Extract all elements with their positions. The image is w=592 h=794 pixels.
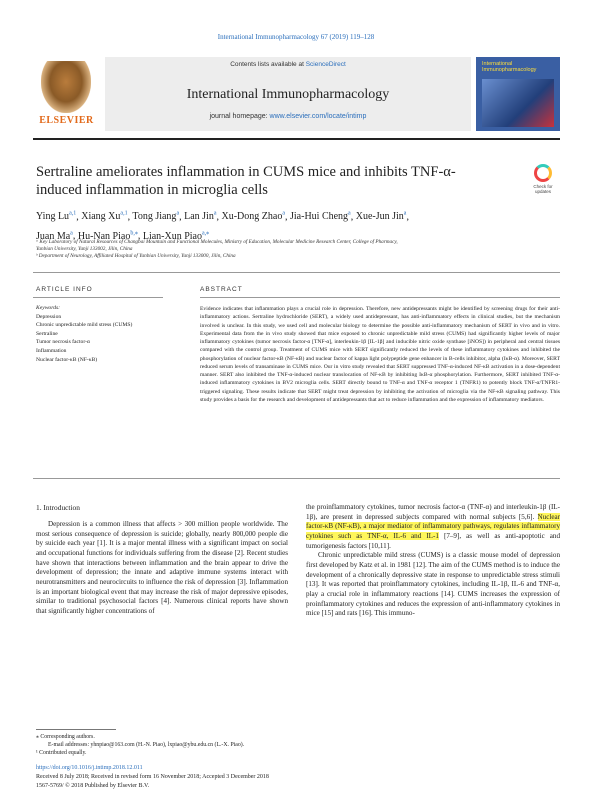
check-updates-label: Check for updates — [533, 184, 553, 194]
check-for-updates-badge[interactable] — [526, 164, 560, 198]
check-updates-icon — [534, 164, 552, 182]
intro-left-column — [36, 520, 288, 617]
author-name[interactable]: Tong Jiang$^a$ — [132, 211, 180, 223]
masthead — [33, 57, 560, 134]
received-dates: Received 8 July 2018; Received in revised form 16 November 2018; Accepted 3 December 2018 — [36, 774, 269, 780]
introduction-heading: 1. Introduction — [36, 503, 80, 512]
affiliation-b: ᵇ Department of Neurology, Affiliated Hospital of Yanbian University, Yanji 133000, Jilin, China — [36, 253, 236, 259]
author-name[interactable]: Lan Jin$^a$ — [184, 211, 217, 223]
intro-paragraph: Chronic unpredictable mild stress (CUMS) is a classic mouse model of depression first developed by Katz et al. in 1981 [12]. The aim of the CUMS method is to induce the development of a chronically depressive state in response to unpredictable stress stimuli [13]. It was reported that proinflammatory cytokines, including IL-1β, IL-6 and TNF-α, play a crucial role in inflammatory reactions [14]. CUMS increases the expression of proinflammatory cytokines and reduces the expression of anti-inflammatory cytokines in mice [15] and rats [16]. This immuno- — [306, 551, 560, 618]
cover-image — [482, 79, 554, 127]
journal-homepage: journal homepage: www.elsevier.com/locate/intimp — [209, 113, 367, 120]
copyright-line: 1567-5769/ © 2018 Published by Elsevier B.V. — [36, 783, 150, 789]
author-name[interactable]: Xu-Dong Zhao$^a$ — [221, 211, 285, 223]
homepage-link[interactable]: www.elsevier.com/locate/intimp — [269, 113, 367, 120]
author-affiliation-marker[interactable]: a,1 — [69, 211, 77, 217]
author-name[interactable]: Jia-Hui Cheng$^a$ — [290, 211, 351, 223]
elsevier-wordmark: ELSEVIER — [39, 115, 94, 126]
author-affiliation-marker[interactable]: a — [176, 211, 180, 217]
keyword: Tumor necrosis factor-α — [36, 339, 90, 346]
keywords-heading: Keywords: — [36, 305, 61, 311]
affiliation-a-cont: Yanbian University, Yanji 133002, Jilin, China — [36, 246, 133, 252]
cover-title: International Immunopharmacology — [482, 61, 537, 73]
keyword: Nuclear factor-κB (NF-κB) — [36, 356, 98, 363]
author-name[interactable]: Xiang Xu$^{a,1}$ — [81, 211, 128, 223]
divider — [33, 272, 560, 273]
keyword: Chronic unpredictable mild stress (CUMS) — [36, 322, 133, 329]
sciencedirect-link[interactable]: ScienceDirect — [305, 61, 346, 68]
author-affiliation-marker[interactable]: a — [348, 211, 351, 217]
author-affiliation-marker[interactable]: a — [213, 211, 217, 217]
corresponding-authors-note: ⁎ Corresponding authors. — [36, 734, 95, 740]
abstract-text: Evidence indicates that inflammation plays a crucial role in depression. Therefore, new antidepressants might be identified by screening drugs for their anti-inflammatory actions. Sertraline hydrochloride (SERT), a widely used antidepressant, has anti-inflammatory effects in clinical studies, but the mechanism involved is unclear. In this study, we used cell and molecular biology to determine the possible anti-inflammatory mechanism of SERT in vivo and in vitro. Experimental data from the in vivo study showed that mice exposed to chronic unpredictable mild stress (CUMS) had significantly higher levels of major inflammatory cytokines (tumor necrosis factor-α [TNF-α], interleukin-1β [IL-1β] and inducible nitric oxide synthase [iNOS]) in peripheral and central tissues compared with the control group. Treatment of CUMS mice with SERT significantly reduced the levels of these inflammatory cytokines and inhibited the phosphorylation of nuclear factor-κB (NF-κB) and nuclear factor of kappa light polypeptide gene enhancer in B-cells inhibitor, alpha (IκB-α). Moreover, SERT reduced serum levels of transaminase in CUMS mice. Our in vitro study revealed that SERT suppressed TNF-α-induced NF-κB activation in a dose-dependent manner. SERT also inhibited the TNF-α-induced nuclear translocation of NF-κB by inhibiting IκB-α phosphorylation. Furthermore, SERT inhibited TNF-α-induced inflammatory cytokines in BV2 microglia cells. SERT directly bound to TNF-α and TNF-α receptor 1 (TNFR1) to potently block TNF-α/TNFR1-triggered signaling. These results indicate that SERT might treat depression by inhibiting the activation of microglia via the NF-κB signaling pathway. This study provides a basis for the research and development of antidepressants that act to reduce inflammation and the expression of inflammatory mediators. — [200, 306, 560, 403]
affiliation-a: ᵃ Key Laboratory of Natural Resources of Changbai Mountain and Functional Molecules, Ministry of Education, Molecular Medicine Research Center, College of Pharmacy, — [36, 239, 398, 245]
journal-name: International Immunopharmacology — [186, 87, 390, 102]
article-title: Sertraline ameliorates inflammation in CUMS mice and inhibits TNF-α- induced inflammation in microglia cells — [36, 164, 456, 198]
keyword: Inflammation — [36, 347, 67, 354]
article-info-rule — [33, 297, 163, 298]
keyword: Sertraline — [36, 330, 58, 337]
abstract-heading: ABSTRACT — [200, 286, 243, 293]
author-name[interactable]: Lian-Xun Piao$^{a,⁎}$ — [142, 230, 210, 242]
footnotes — [36, 733, 336, 757]
author-affiliation-marker[interactable]: a — [70, 230, 73, 237]
article-info-heading: ARTICLE INFO — [36, 286, 93, 293]
abstract-rule — [200, 297, 560, 298]
author-line-2: Juan Ma$^a$, Hu-Nan Piao$^{b,⁎}$, Lian-Xun Piao$^{a,⁎}$ — [36, 230, 210, 242]
intro-paragraph-continued: the proinflammatory cytokines, tumor necrosis factor-α (TNF-α) and interleukin-1β (IL-1β), are present in depressed subjects compared with normal subjects [5,6]. Nuclear factor-κB (NF-κB), a major mediator of inflammatory pathways, regulates inflammatory cytokines such as TNF-α, IL-6 and IL-1 [7–9], as well as anti-apoptotic and tumorigenesis factors [10,11]. — [306, 503, 560, 550]
contributed-note: ¹ Contributed equally. — [36, 750, 87, 756]
contents-available: Contents lists available at ScienceDirect — [230, 61, 346, 68]
author-affiliation-marker[interactable]: a — [282, 211, 285, 217]
doi-link[interactable]: https://doi.org/10.1016/j.intimp.2018.12.011 — [36, 765, 143, 771]
author-line-1: Ying Lu$^{a,1}$, Xiang Xu$^{a,1}$, Tong Jiang$^a$, Lan Jin$^a$, Xu-Dong Zhao$^a$, Jia-Hui Cheng$^a$, Xue-Jun Jin$^a$, — [36, 211, 409, 223]
author-affiliation-marker[interactable]: b,⁎ — [130, 230, 138, 237]
footnote-rule — [36, 729, 116, 730]
elsevier-logo[interactable] — [33, 57, 100, 131]
author-name[interactable]: Xue-Jun Jin$^a$ — [355, 211, 407, 223]
masthead-rule — [33, 138, 560, 140]
highlighted-text[interactable]: Nuclear factor-κB (NF-κB), a major mediator of inflammatory pathways, regulates inflammatory cytokines such as TNF-α, IL-6 and IL-1 — [306, 512, 560, 540]
author-name[interactable]: Ying Lu$^{a,1}$ — [36, 211, 77, 223]
author-affiliation-marker[interactable]: a,⁎ — [202, 230, 210, 237]
journal-cover-thumbnail[interactable] — [476, 57, 560, 131]
author-affiliation-marker[interactable]: a,1 — [120, 211, 128, 217]
author-name[interactable]: Hu-Nan Piao$^{b,⁎}$ — [77, 230, 138, 242]
journal-reference[interactable]: International Immunopharmacology 67 (2019) 119–128 — [217, 33, 375, 41]
author-affiliation-marker[interactable]: a — [403, 211, 407, 217]
email-addresses[interactable]: E-mail addresses: yhnpiao@163.com (H.-N. Piao), lxpiao@ybu.edu.cn (L.-X. Piao). — [48, 742, 245, 748]
intro-paragraph: Depression is a common illness that affects > 300 million people worldwide. The most serious consequence of depression is suicide; globally, nearly 800,000 people die by suicide each year [1]. It is a major mental illness with a significant impact on social and occupational functions for individuals suffering from the disease [2]. Recent studies have shown that interactions between inflammation and the brain appear to drive the development of depression; the innate and adaptive immune systems interact with neurotransmitters and neurocircuits to influence the risk of depression [3]. Inflammation is an important biological event that may increase the risk of major depressive episodes, similar to traditional psychosocial factors [4]. Numerous clinical reports have shown that significantly higher concentrations of — [36, 520, 288, 615]
keywords-block — [36, 304, 186, 364]
author-name[interactable]: Juan Ma$^a$ — [36, 230, 73, 242]
keyword: Depression — [36, 313, 62, 320]
elsevier-tree-icon — [41, 61, 91, 113]
intro-right-column — [306, 503, 560, 619]
abstract-bottom-rule — [33, 478, 560, 479]
masthead-banner — [105, 57, 471, 131]
